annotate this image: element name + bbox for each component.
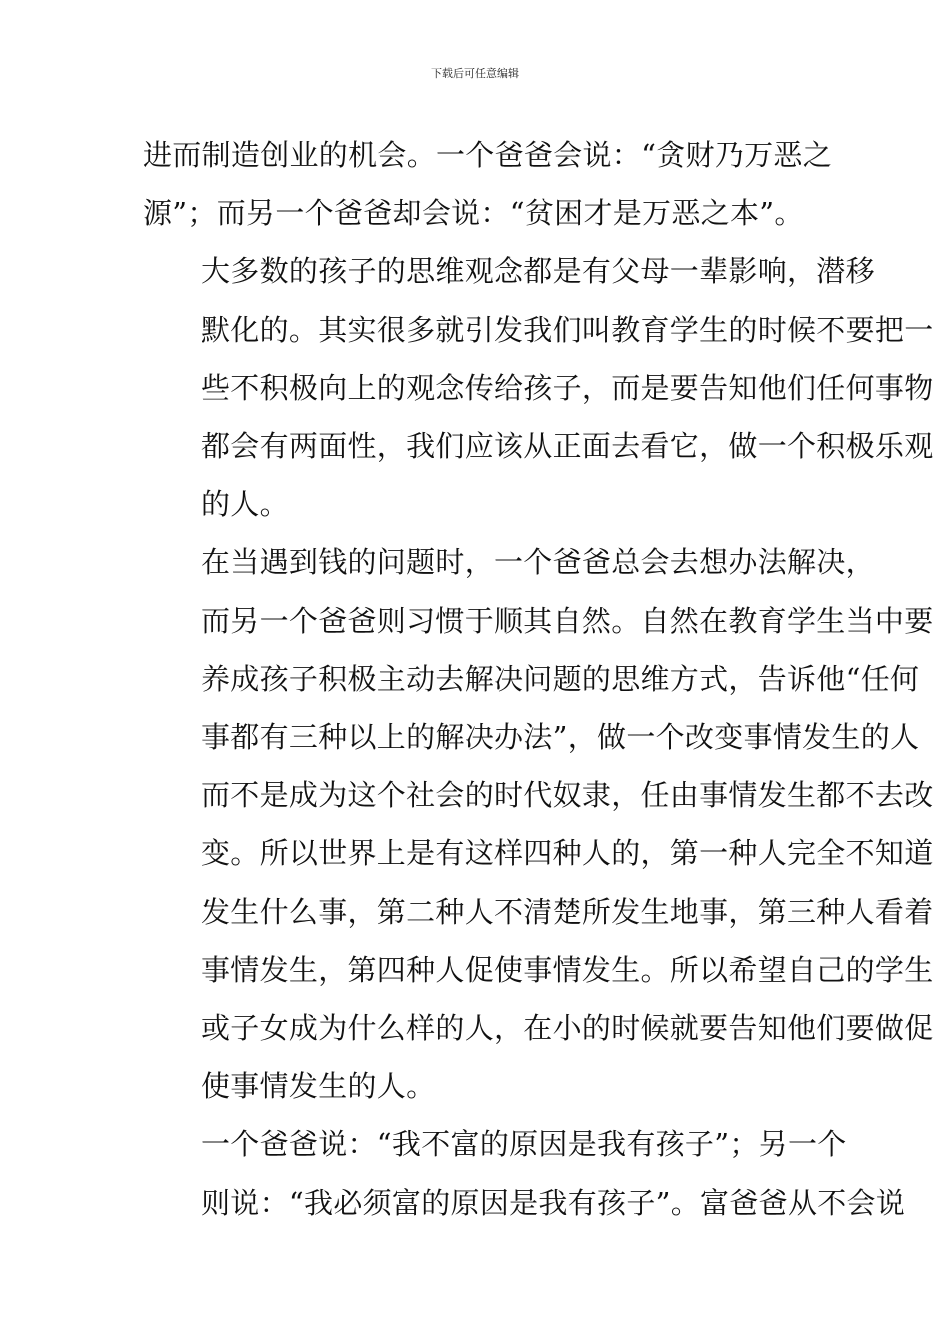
text-line: 一个爸爸说：“我不富的原因是我有孩子”；另一个 bbox=[201, 1127, 847, 1162]
text-line: 些不积极向上的观念传给孩子，而是要告知他们任何事物 bbox=[201, 370, 934, 405]
text-line: 则说：“我必须富的原因是我有孩子”。富爸爸从不会说 bbox=[201, 1185, 906, 1220]
paragraph-1 bbox=[143, 126, 833, 242]
page-header-note: 下载后可任意编辑 bbox=[431, 67, 519, 80]
text-line: 大多数的孩子的思维观念都是有父母一辈影响，潜移 bbox=[201, 254, 875, 289]
text-line: 源”；而另一个爸爸却会说：“贫困才是万恶之本”。 bbox=[143, 196, 804, 231]
text-line: 的人。 bbox=[201, 487, 289, 522]
text-line: 事情发生，第四种人促使事情发生。所以希望自己的学生 bbox=[201, 952, 934, 987]
text-line: 变。所以世界上是有这样四种人的，第一种人完全不知道 bbox=[201, 836, 934, 871]
text-line: 而不是成为这个社会的时代奴隶，任由事情发生都不去改 bbox=[201, 778, 934, 813]
text-line: 默化的。其实很多就引发我们叫教育学生的时候不要把一 bbox=[201, 312, 934, 347]
paragraph-2 bbox=[143, 242, 934, 533]
text-line: 而另一个爸爸则习惯于顺其自然。自然在教育学生当中要 bbox=[201, 603, 934, 638]
text-line: 发生什么事，第二种人不清楚所发生地事，第三种人看着 bbox=[201, 894, 934, 929]
text-line: 或子女成为什么样的人，在小的时候就要告知他们要做促 bbox=[201, 1011, 934, 1046]
document-body bbox=[143, 126, 934, 1232]
text-line: 在当遇到钱的问题时，一个爸爸总会去想办法解决， bbox=[201, 545, 875, 580]
text-line: 进而制造创业的机会。一个爸爸会说：“贪财乃万恶之 bbox=[143, 138, 833, 172]
text-line: 都会有两面性，我们应该从正面去看它，做一个积极乐观 bbox=[201, 429, 934, 464]
text-line: 使事情发生的人。 bbox=[201, 1069, 436, 1104]
paragraph-3 bbox=[143, 533, 934, 1115]
text-line: 养成孩子积极主动去解决问题的思维方式，告诉他“任何 bbox=[201, 661, 920, 696]
paragraph-4 bbox=[143, 1115, 906, 1231]
text-line: 事都有三种以上的解决办法”，做一个改变事情发生的人 bbox=[201, 720, 920, 755]
